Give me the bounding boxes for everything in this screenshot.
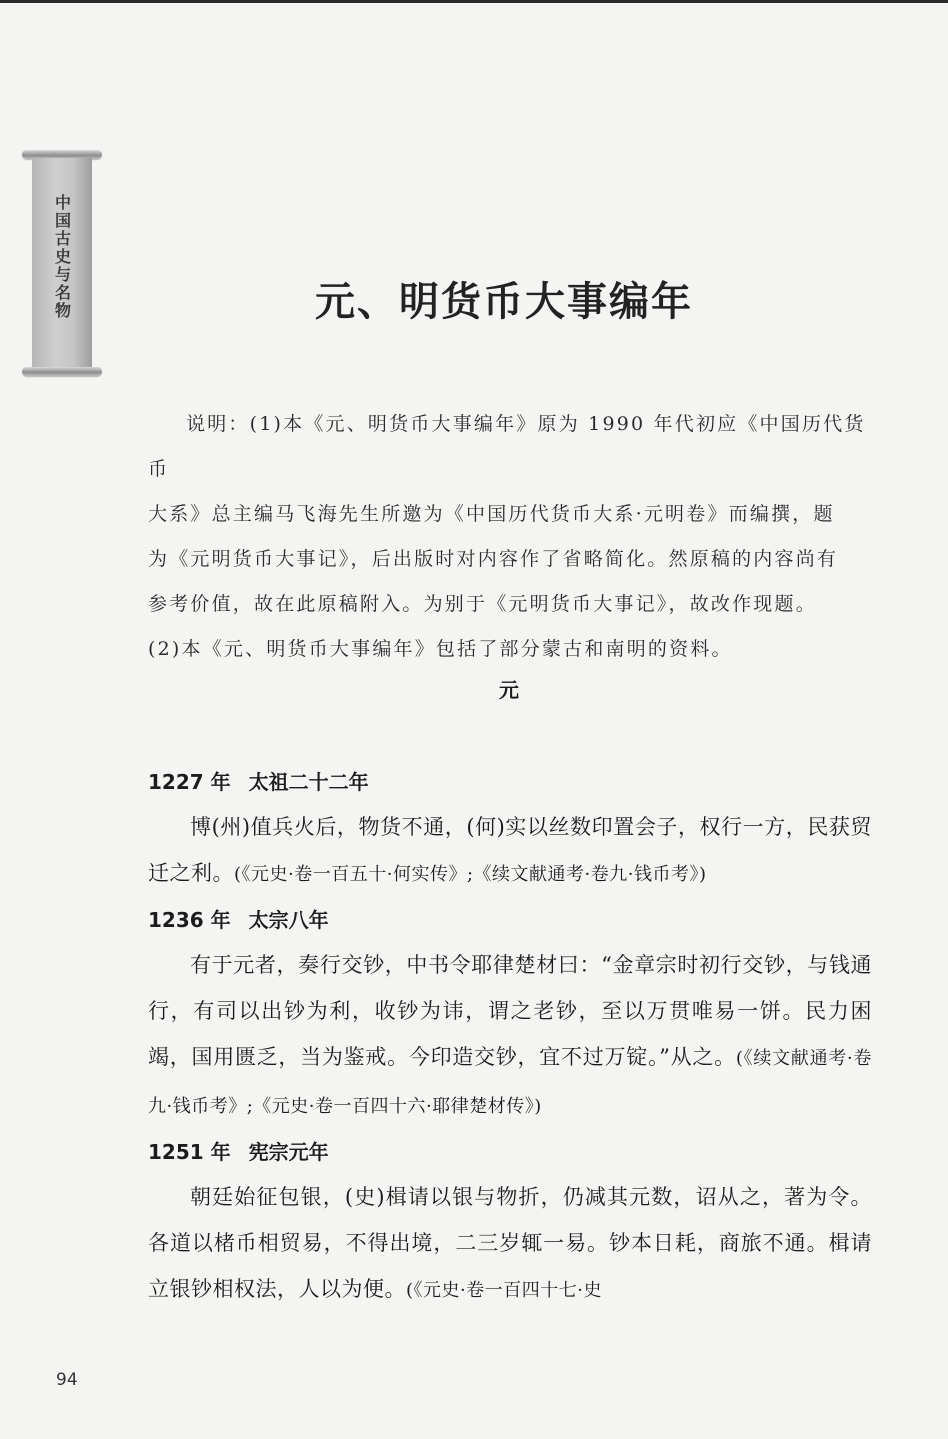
entry-year: 1251 年 <box>148 1140 231 1164</box>
note-line: 大系》总主编马飞海先生所邀为《中国历代货币大系·元明卷》而编撰，题 <box>148 503 835 525</box>
chronology-entry <box>148 898 872 1130</box>
note-line: (2)本《元、明货币大事编年》包括了部分蒙古和南明的资料。 <box>148 638 733 660</box>
entry-year: 1227 年 <box>148 770 231 794</box>
chronology-entry <box>148 760 872 898</box>
chronology-body <box>148 760 872 1314</box>
top-rule <box>0 0 948 3</box>
entry-heading <box>148 1130 872 1174</box>
entry-text <box>148 804 872 898</box>
explanatory-note <box>148 402 872 672</box>
page-number: 94 <box>56 1370 78 1390</box>
entry-heading <box>148 898 872 942</box>
section-heading: 元 <box>499 678 519 702</box>
entry-source: (《续文献通考·卷九·钱币考》;《元史·卷一百四十六·耶律楚材传》) <box>148 1048 872 1117</box>
entry-year: 1236 年 <box>148 908 231 932</box>
entry-source: (《元史·卷一百五十·何实传》;《续文献通考·卷九·钱币考》) <box>234 864 707 885</box>
note-line: 说明：(1)本《元、明货币大事编年》原为 1990 年代初应《中国历代货币 <box>148 413 866 480</box>
chronology-entry <box>148 1130 872 1314</box>
series-name: 中国古史与名物 <box>52 194 72 320</box>
side-scroll-banner <box>22 150 102 376</box>
note-line: 为《元明货币大事记》，后出版时对内容作了省略简化。然原稿的内容尚有 <box>148 548 839 570</box>
entry-body: 朝廷始征包银，(史)楫请以银与物折，仍减其元数，诏从之，著为令。各道以楮币相贸易，不得出境，二三岁辄一易。钞本日耗，商旅不通。楫请立银钞相权法，人以为便。 <box>148 1185 872 1301</box>
entry-source: (《元史·卷一百四十七·史 <box>406 1280 602 1301</box>
scroll-paper <box>32 158 92 368</box>
entry-body: 博(州)值兵火后，物货不通，(何)实以丝数印置会子，权行一方，民获贸迁之利。 <box>148 815 872 885</box>
entry-reign: 太宗八年 <box>248 908 329 932</box>
entry-body: 有于元者，奏行交钞，中书令耶律楚材曰：“金章宗时初行交钞，与钱通行，有司以出钞为利，收钞为讳，谓之老钞，至以万贯唯易一饼。民力困竭，国用匮乏，当为鉴戒。今印造交钞，宜不过万锭。”从之。 <box>148 953 872 1069</box>
scroll-rod-bottom <box>22 367 102 376</box>
entry-heading <box>148 760 872 804</box>
note-line: 参考价值，故在此原稿附入。为别于《元明货币大事记》，故改作现题。 <box>148 593 817 615</box>
entry-reign: 宪宗元年 <box>248 1140 329 1164</box>
entry-text <box>148 1174 872 1314</box>
chapter-title: 元、明货币大事编年 <box>315 278 693 325</box>
entry-reign: 太祖二十二年 <box>248 770 369 794</box>
entry-text <box>148 942 872 1130</box>
